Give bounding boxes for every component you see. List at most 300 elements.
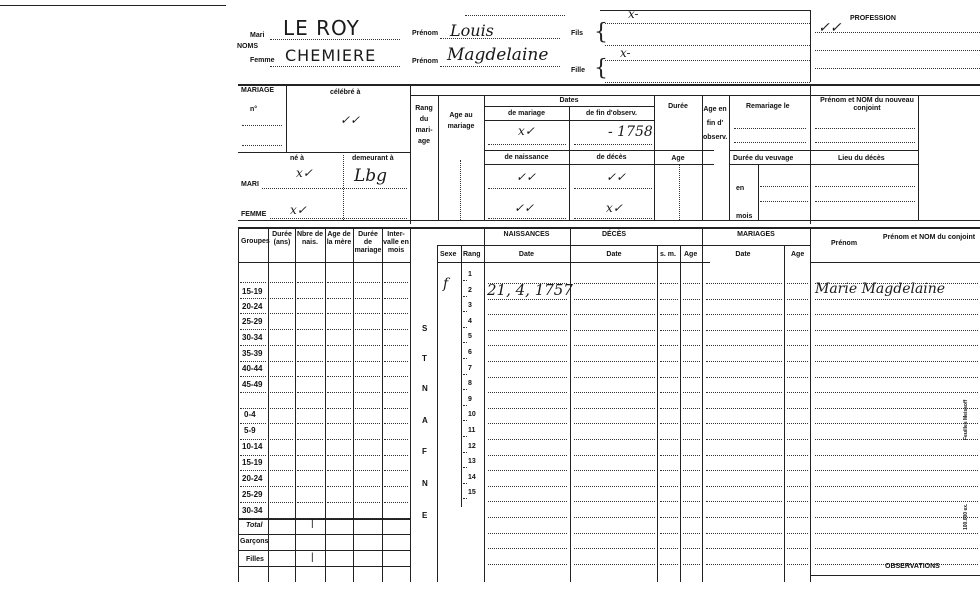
stat-row-line xyxy=(240,455,266,456)
deces-age-header: Age xyxy=(684,251,698,258)
stat-row-line xyxy=(327,439,351,440)
rang-number: 12 xyxy=(468,443,476,450)
child-row-line xyxy=(574,299,655,300)
conjoint-header: Prénom et NOM du conjoint xyxy=(882,234,976,241)
col-intervalle: Inter-valle en mois xyxy=(383,231,409,254)
age-dotted-divider xyxy=(679,165,680,220)
child-row-line xyxy=(683,408,700,409)
stat-row-line xyxy=(240,298,266,299)
child-row-line xyxy=(488,470,567,471)
child-row-line xyxy=(488,533,567,534)
stat-row-line xyxy=(270,313,293,314)
child-row-line xyxy=(488,548,567,549)
filles-label: Filles xyxy=(246,556,264,563)
rang-divider xyxy=(438,95,439,220)
stats-col-rule-2 xyxy=(295,227,296,582)
child-row-line xyxy=(706,314,782,315)
child-row-line xyxy=(488,392,567,393)
child-row-line xyxy=(787,517,808,518)
stat-row-line xyxy=(270,361,293,362)
child-row-line xyxy=(706,548,782,549)
child-row-line xyxy=(815,486,978,487)
child-row-line xyxy=(660,548,678,549)
child-row-line xyxy=(787,314,808,315)
child-row-line xyxy=(815,361,978,362)
col-age-mere: Age de la mère xyxy=(326,231,352,246)
child-row-line xyxy=(488,361,567,362)
profession-label: PROFESSION xyxy=(850,15,896,22)
de-naissance-label: de naissance xyxy=(504,154,549,161)
rang-tick xyxy=(463,405,467,406)
stat-row-line xyxy=(384,518,408,519)
stat-row-line xyxy=(327,282,351,283)
child-row-line xyxy=(787,377,808,378)
child-row-line xyxy=(815,408,978,409)
mariage-right-rule xyxy=(410,84,411,224)
child-row-line xyxy=(787,486,808,487)
group-label: 25-29 xyxy=(242,317,263,326)
duree-label: Durée xyxy=(668,103,688,110)
enfants-right-rule xyxy=(437,245,438,582)
rang-tick xyxy=(463,498,467,499)
mari-name-line xyxy=(270,39,400,40)
stat-row-line xyxy=(327,298,351,299)
filles-rule xyxy=(238,550,410,551)
child-row-line xyxy=(787,564,808,565)
lieu-line-2 xyxy=(815,201,915,202)
duree-veuvage-label: Durée du veuvage xyxy=(733,155,794,162)
stat-row-line xyxy=(355,486,380,487)
child-row-line xyxy=(787,330,808,331)
mari-prenom-line xyxy=(440,38,560,39)
conjoint-line-2 xyxy=(815,142,915,143)
group-label: 25-29 xyxy=(242,490,263,499)
child-row-line xyxy=(574,330,655,331)
rang-tick xyxy=(463,296,467,297)
enfants-letter: E xyxy=(422,511,428,520)
enfants-letter: T xyxy=(422,354,427,363)
stat-row-line xyxy=(270,502,293,503)
fille-line-1 xyxy=(605,60,810,61)
fils-label: Fils xyxy=(571,30,584,37)
rang-number: 11 xyxy=(468,427,476,434)
child-row-line xyxy=(706,408,782,409)
child-row-line xyxy=(787,299,808,300)
stat-row-line xyxy=(384,298,408,299)
prenom-header-rule xyxy=(810,262,980,263)
child-row-line xyxy=(488,564,567,565)
stat-row-line xyxy=(240,470,266,471)
stat-row-line xyxy=(327,329,351,330)
child-row-line xyxy=(706,455,782,456)
garcons-label: Garçons xyxy=(240,538,269,545)
child-row-line xyxy=(574,345,655,346)
stat-row-line xyxy=(355,423,380,424)
stat-row-line xyxy=(355,298,380,299)
stat-row-line xyxy=(355,361,380,362)
enfants-letter: S xyxy=(422,324,428,333)
stat-row-line xyxy=(327,392,351,393)
child-row-line xyxy=(660,439,678,440)
col-duree-mariage: Durée de mariage xyxy=(354,231,382,254)
sm-rule xyxy=(680,245,681,582)
child-row-line xyxy=(815,548,978,549)
profession-line-1 xyxy=(815,32,980,33)
child-row-line xyxy=(815,455,978,456)
deces-date-rule xyxy=(657,245,658,582)
child-row-line xyxy=(706,283,782,284)
rang-number: 8 xyxy=(468,380,472,387)
side-print-2: 100.000 ex. xyxy=(963,503,969,530)
stats-col-rule-4 xyxy=(353,227,354,582)
naissance-mari-line xyxy=(488,188,566,189)
stat-row-line xyxy=(270,298,293,299)
child-row-line xyxy=(660,330,678,331)
stat-row-line xyxy=(297,345,323,346)
stat-row-line xyxy=(240,329,266,330)
mari-row-label: MARI xyxy=(241,181,259,188)
rang-tick xyxy=(463,327,467,328)
deces-femme-line xyxy=(574,218,652,219)
stat-row-line xyxy=(355,470,380,471)
child-row-line xyxy=(706,299,782,300)
fin-observ-value: - 1758 xyxy=(608,124,653,140)
stat-row-line xyxy=(240,376,266,377)
femme-label: Femme xyxy=(250,57,275,64)
rang-tick xyxy=(463,311,467,312)
rang-number: 14 xyxy=(468,474,476,481)
stat-row-line xyxy=(297,313,323,314)
dates-right-rule xyxy=(654,95,655,220)
group-label: 0-4 xyxy=(244,410,256,419)
child-row-line xyxy=(706,377,782,378)
stats-top-rule xyxy=(238,227,980,229)
stat-row-line xyxy=(270,518,293,519)
mari-ne-value: x✓ xyxy=(296,166,313,180)
stat-row-line xyxy=(270,282,293,283)
stat-row-line xyxy=(240,518,266,519)
stat-row-line xyxy=(327,486,351,487)
stat-row-line xyxy=(297,329,323,330)
rang-number: 3 xyxy=(468,302,472,309)
child-row-line xyxy=(574,408,655,409)
child-row-line xyxy=(815,423,978,424)
prenom-label-mari: Prénom xyxy=(412,30,439,37)
child-row-line xyxy=(815,470,978,471)
child-row-line xyxy=(787,408,808,409)
stat-row-line xyxy=(355,282,380,283)
stat-row-line xyxy=(327,502,351,503)
stat-row-line xyxy=(240,392,266,393)
stat-row-line xyxy=(327,518,351,519)
child-row-line xyxy=(683,283,700,284)
child-row-line xyxy=(683,377,700,378)
child-row-line xyxy=(660,283,678,284)
naissances-header: NAISSANCES xyxy=(503,231,550,238)
fille-mark: x- xyxy=(620,46,631,60)
mari-row-line xyxy=(262,188,407,189)
child-row-line xyxy=(706,361,782,362)
child-row-line xyxy=(574,533,655,534)
child-row-line xyxy=(706,345,782,346)
femme-name: CHEMIERE xyxy=(285,46,377,65)
child-row-line xyxy=(815,501,978,502)
child-row-line xyxy=(683,314,700,315)
stat-row-line xyxy=(270,470,293,471)
child-birth-value: 21, 4, 1757 xyxy=(487,281,573,299)
child-row-line xyxy=(815,314,978,315)
stats-col-rule-1 xyxy=(268,227,269,582)
child-row-line xyxy=(574,392,655,393)
femme-row-line xyxy=(270,218,407,219)
group-label: 15-19 xyxy=(242,458,263,467)
child-row-line xyxy=(660,423,678,424)
stat-row-line xyxy=(270,408,293,409)
rang-number: 6 xyxy=(468,349,472,356)
celebre-label: célébré à xyxy=(330,89,361,96)
child-row-line xyxy=(683,455,700,456)
child-row-line xyxy=(683,330,700,331)
observations-rule xyxy=(810,575,980,576)
profession-line-2 xyxy=(815,50,980,51)
remariage-line-2 xyxy=(734,142,806,143)
rang-tick xyxy=(463,342,467,343)
stat-row-line xyxy=(297,282,323,283)
stat-row-line xyxy=(270,329,293,330)
rang-tick xyxy=(463,374,467,375)
stat-row-line xyxy=(384,470,408,471)
deces-mari-value: ✓✓ xyxy=(606,170,627,184)
child-row-line xyxy=(660,501,678,502)
group-label: 15-19 xyxy=(242,287,263,296)
garcons-rule xyxy=(238,534,410,535)
child-row-line xyxy=(787,392,808,393)
rang-tick xyxy=(463,420,467,421)
conjoint-line-1 xyxy=(815,128,915,129)
rang-number: 5 xyxy=(468,333,472,340)
stat-row-line xyxy=(384,392,408,393)
stat-row-line xyxy=(297,470,323,471)
fille-brace: { xyxy=(594,56,608,81)
child-row-line xyxy=(574,486,655,487)
child-row-line xyxy=(815,533,978,534)
stat-row-line xyxy=(297,298,323,299)
stat-row-line xyxy=(384,376,408,377)
mois-label: mois xyxy=(736,213,753,220)
child-row-line xyxy=(787,501,808,502)
child-row-line xyxy=(574,564,655,565)
child-row-line xyxy=(683,423,700,424)
deces-header: DÉCÈS xyxy=(601,231,627,238)
stats-col-rule-5 xyxy=(382,227,383,582)
child-row-line xyxy=(706,533,782,534)
child-row-line xyxy=(660,345,678,346)
child-row-line xyxy=(660,455,678,456)
fille-line-2 xyxy=(605,82,810,83)
stat-row-line xyxy=(355,376,380,377)
stat-row-line xyxy=(355,313,380,314)
stat-row-line xyxy=(240,313,266,314)
mariages-right-rule xyxy=(810,227,811,582)
mariages-header: MARIAGES xyxy=(737,231,775,238)
child-row-line xyxy=(706,392,782,393)
age-fin-right-rule xyxy=(729,95,730,220)
de-deces-label: de décès xyxy=(596,154,627,161)
rang-header: Rang xyxy=(463,251,481,258)
col-duree: Durée (ans) xyxy=(272,231,292,246)
demeurant-label: demeurant à xyxy=(352,155,394,162)
age-fin-label: Age en fin d' observ. xyxy=(703,106,728,141)
veuvage-line-2 xyxy=(760,201,808,202)
child-row-line xyxy=(488,408,567,409)
stat-row-line xyxy=(355,408,380,409)
mariage-date-rule xyxy=(784,245,785,582)
stat-row-line xyxy=(240,423,266,424)
mari-prenom: Louis xyxy=(450,21,494,40)
stat-row-line xyxy=(384,502,408,503)
rang-tick xyxy=(463,483,467,484)
mariage-title: MARIAGE xyxy=(241,87,275,94)
mariages-sub-rule xyxy=(702,245,810,246)
child-row-line xyxy=(488,439,567,440)
child-row-line xyxy=(815,517,978,518)
stat-row-line xyxy=(384,345,408,346)
child-row-line xyxy=(574,377,655,378)
stat-row-line xyxy=(384,423,408,424)
femme-ne-value: x✓ xyxy=(290,203,307,217)
child-row-line xyxy=(683,501,700,502)
stat-row-line xyxy=(327,455,351,456)
child-row-line xyxy=(683,564,700,565)
no-label: n° xyxy=(250,106,258,113)
lieu-deces-label: Lieu du décès xyxy=(838,155,885,162)
group-label: 30-34 xyxy=(242,333,263,342)
age-label: Age xyxy=(671,155,685,162)
fils-line-1 xyxy=(605,23,810,24)
child-row-line xyxy=(660,408,678,409)
stat-row-line xyxy=(270,392,293,393)
child-row-line xyxy=(660,533,678,534)
fille-label: Fille xyxy=(571,67,586,74)
stat-row-line xyxy=(240,486,266,487)
stat-row-line xyxy=(355,392,380,393)
child-row-line xyxy=(815,299,978,300)
child-row-line xyxy=(706,470,782,471)
stat-row-line xyxy=(384,313,408,314)
rang-tick xyxy=(463,467,467,468)
mariage-date-line xyxy=(488,144,566,145)
lieu-line-1 xyxy=(815,186,915,187)
rang-number: 9 xyxy=(468,396,472,403)
stat-row-line xyxy=(270,486,293,487)
child-row-line xyxy=(815,345,978,346)
stat-row-line xyxy=(270,345,293,346)
deces-date-header: Date xyxy=(606,251,622,258)
enfants-letter: N xyxy=(422,384,428,393)
stat-row-line xyxy=(297,502,323,503)
stat-row-line xyxy=(327,345,351,346)
stat-row-line xyxy=(384,408,408,409)
child-row-line xyxy=(488,423,567,424)
child-row-line xyxy=(815,439,978,440)
fils-mark: x- xyxy=(628,7,639,21)
child-row-line xyxy=(660,299,678,300)
enfants-letter: N xyxy=(422,479,428,488)
rang-number: 2 xyxy=(468,287,472,294)
stat-row-line xyxy=(355,455,380,456)
stat-row-line xyxy=(327,408,351,409)
mariage-date-value: x✓ xyxy=(518,124,535,138)
child-row-line xyxy=(488,345,567,346)
col-groupes: Groupes xyxy=(241,238,270,245)
fils-line-2 xyxy=(605,45,810,46)
naissance-femme-line xyxy=(488,218,566,219)
no-line-1 xyxy=(242,125,282,126)
child-row-line xyxy=(787,345,808,346)
stat-row-line xyxy=(270,376,293,377)
stat-row-line xyxy=(240,408,266,409)
age-divider-dotted xyxy=(460,160,461,220)
child-sexe-value: f xyxy=(443,276,449,292)
child-row-line xyxy=(574,548,655,549)
naissance-header-rule-top xyxy=(484,150,714,151)
de-mariage-label: de mariage xyxy=(508,110,545,117)
prenom-header: Prénom xyxy=(831,240,858,247)
stat-row-line xyxy=(297,423,323,424)
mari-label: Mari xyxy=(250,32,265,39)
child-row-line xyxy=(574,455,655,456)
stat-row-line xyxy=(240,282,266,283)
child-row-line xyxy=(683,299,700,300)
child-row-line xyxy=(683,486,700,487)
group-label: 5-9 xyxy=(244,426,256,435)
stat-row-line xyxy=(297,518,323,519)
rang-tick xyxy=(463,436,467,437)
stat-row-line xyxy=(355,345,380,346)
child-row-line xyxy=(683,361,700,362)
rang-tick xyxy=(463,358,467,359)
child-row-line xyxy=(706,330,782,331)
stat-row-line xyxy=(297,361,323,362)
child-row-line xyxy=(488,330,567,331)
stat-row-line xyxy=(384,282,408,283)
filles-tick: | xyxy=(311,552,314,563)
stats-col-rule-6 xyxy=(410,227,411,582)
remariage-right-rule xyxy=(810,84,811,224)
header-top-rule xyxy=(600,10,810,11)
child-row-line xyxy=(706,564,782,565)
group-label: 35-39 xyxy=(242,349,263,358)
sexe-header: Sexe xyxy=(440,251,457,258)
mari-demeurant-value: Lbg xyxy=(354,166,388,186)
remariage-line-1 xyxy=(734,128,806,129)
child-row-line xyxy=(574,314,655,315)
child-row-line xyxy=(706,439,782,440)
naissance-femme-value: ✓✓ xyxy=(514,201,535,215)
deces-right-rule xyxy=(702,227,703,582)
remariage-label: Remariage le xyxy=(746,103,790,110)
child-row-line xyxy=(574,361,655,362)
stats-left-rule xyxy=(238,227,239,582)
remariage-bottom-rule xyxy=(729,150,919,151)
child-row-line xyxy=(787,283,808,284)
group-label: 45-49 xyxy=(242,380,263,389)
mariage-age-header: Age xyxy=(791,251,805,258)
stat-row-line xyxy=(240,439,266,440)
stat-row-line xyxy=(355,518,380,519)
stat-row-line xyxy=(384,439,408,440)
dates-title: Dates xyxy=(559,97,579,104)
